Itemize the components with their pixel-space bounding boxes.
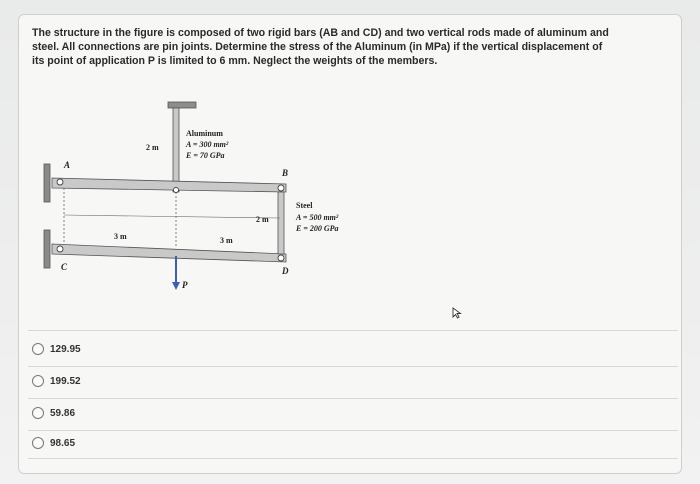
load-arrowhead-icon — [172, 282, 180, 290]
option-divider — [28, 398, 678, 399]
steel-modulus: E = 200 GPa — [296, 224, 339, 233]
radio-icon[interactable] — [32, 407, 44, 419]
option-label: 129.95 — [50, 343, 81, 355]
mouse-cursor-icon — [452, 307, 462, 319]
question-line: The structure in the figure is composed of two rigid bars (AB and CD) and two vertical rods made of aluminum and — [32, 27, 609, 39]
aluminum-modulus: E = 70 GPa — [186, 151, 225, 160]
dimension-right: 3 m — [220, 236, 233, 245]
option-59-86[interactable] — [28, 400, 680, 426]
option-199-52[interactable] — [28, 368, 680, 394]
question-text — [32, 26, 680, 68]
label-c: C — [61, 262, 68, 272]
aluminum-area: A = 300 mm² — [186, 140, 229, 149]
bar-ab — [52, 178, 286, 192]
question-line: steel. All connections are pin joints. Determine the stress of the Aluminum (in MPa) if the vertical displacement of — [32, 41, 603, 53]
steel-area: A = 500 mm² — [296, 213, 339, 222]
option-divider — [28, 366, 678, 367]
option-129-95[interactable] — [28, 336, 680, 362]
radio-icon[interactable] — [32, 437, 44, 449]
structure-diagram — [30, 96, 390, 296]
option-label: 59.86 — [50, 407, 76, 419]
label-p: P — [182, 280, 188, 290]
pin-aluminum-icon — [174, 188, 179, 193]
radio-icon[interactable] — [32, 343, 44, 355]
structure-figure — [30, 96, 390, 296]
steel-rod — [278, 192, 284, 254]
wall-support-c — [44, 230, 50, 268]
dimension-left: 3 m — [114, 232, 127, 241]
steel-length: 2 m — [256, 215, 269, 224]
label-d: D — [282, 266, 289, 276]
dimension-line — [64, 215, 280, 218]
steel-name: Steel — [296, 201, 313, 210]
label-a: A — [64, 160, 71, 170]
pin-c-icon — [57, 246, 63, 252]
pin-a-icon — [57, 179, 63, 185]
aluminum-support — [168, 102, 196, 108]
aluminum-name: Aluminum — [186, 129, 223, 138]
option-98-65[interactable] — [28, 430, 680, 456]
aluminum-length: 2 m — [146, 143, 159, 152]
option-divider — [28, 458, 678, 459]
aluminum-rod — [173, 108, 179, 192]
question-line: its point of application P is limited to 6 mm. Neglect the weights of the members. — [32, 55, 438, 67]
option-divider — [28, 330, 678, 331]
pin-d-icon — [278, 255, 284, 261]
option-label: 199.52 — [50, 375, 81, 387]
label-b: B — [282, 168, 289, 178]
bar-cd — [52, 244, 286, 262]
wall-support-a — [44, 164, 50, 202]
radio-icon[interactable] — [32, 375, 44, 387]
option-label: 98.65 — [50, 437, 76, 449]
pin-b-icon — [278, 185, 284, 191]
